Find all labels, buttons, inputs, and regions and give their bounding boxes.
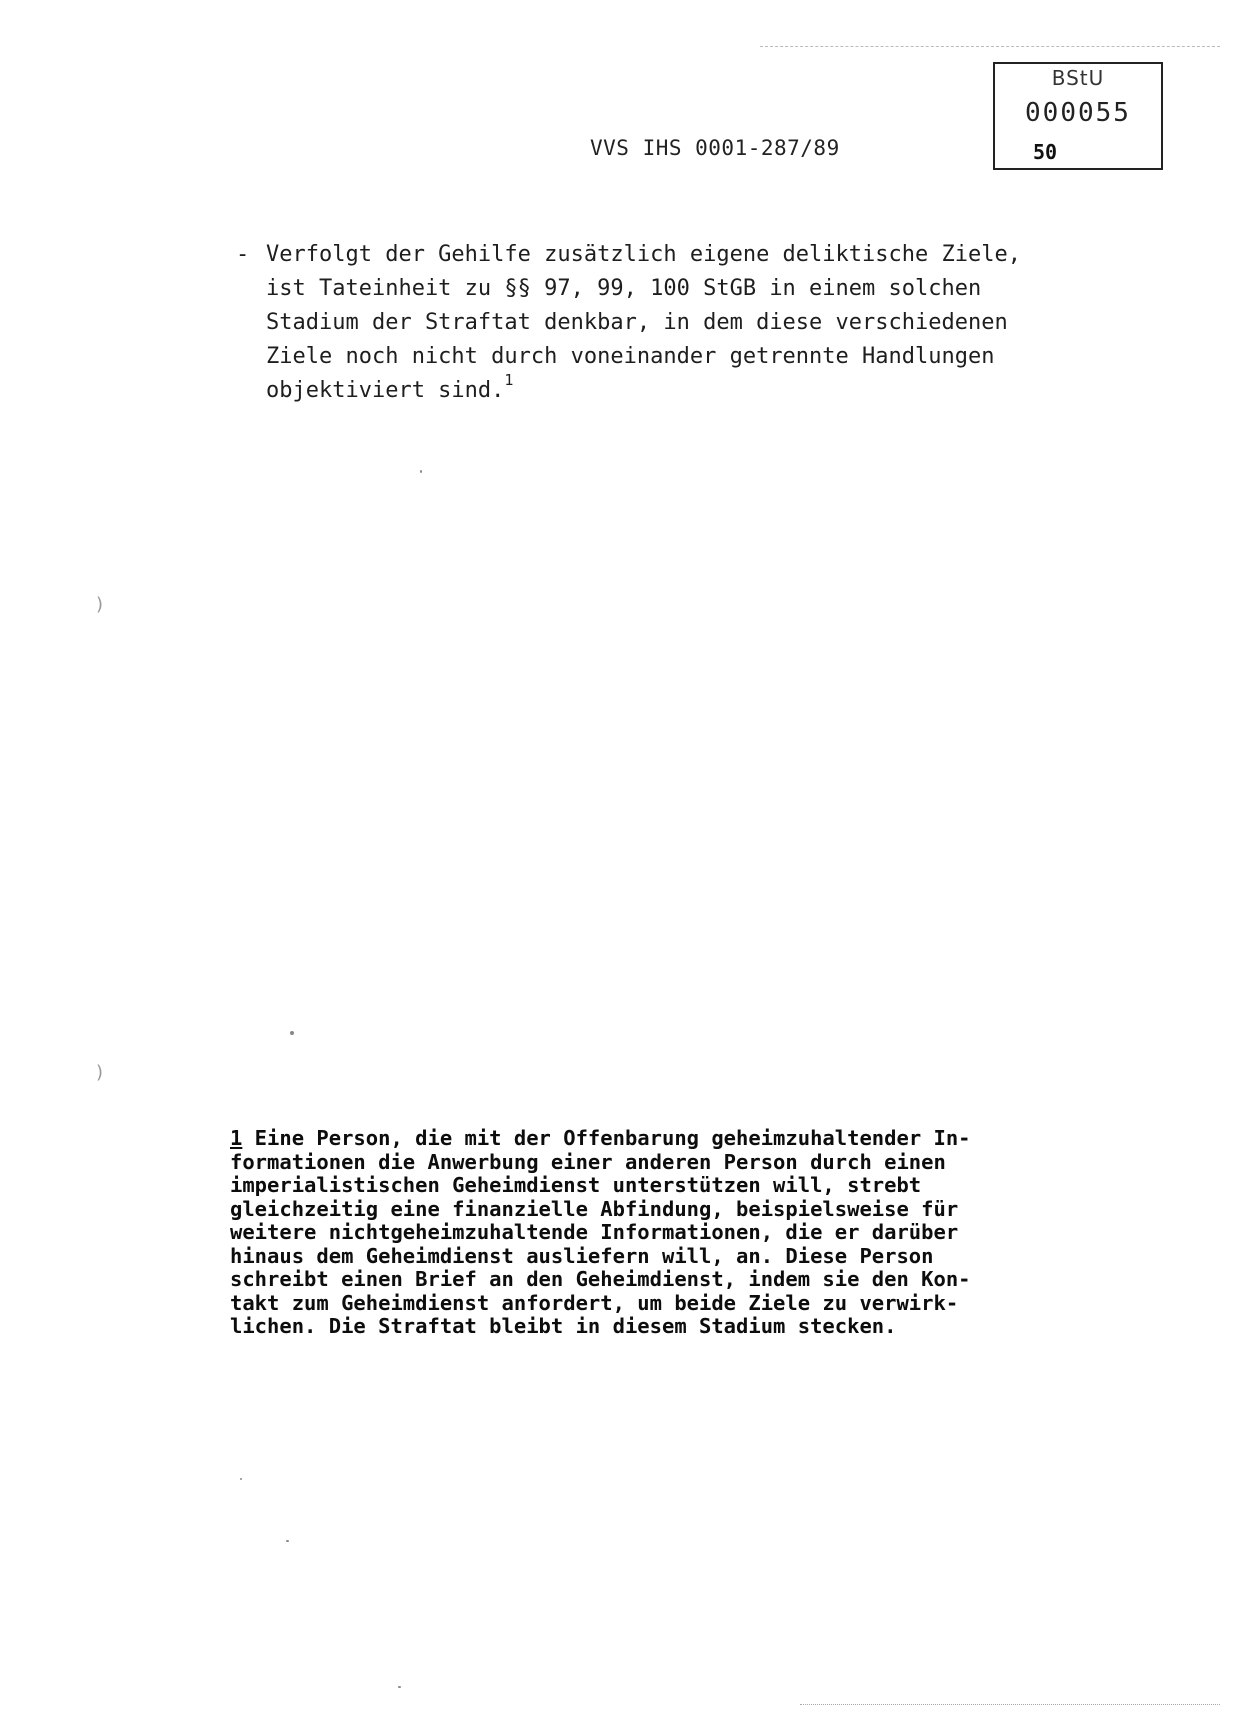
footnote-line: hinaus dem Geheimdienst ausliefern will, an. Diese Person bbox=[230, 1243, 934, 1268]
scan-speck bbox=[286, 1540, 289, 1542]
bullet-dash: - bbox=[236, 242, 250, 267]
footnote bbox=[230, 1127, 1130, 1339]
stamp-title: BStU bbox=[1051, 66, 1105, 90]
main-line: ist Tateinheit zu §§ 97, 99, 100 StGB in einem solchen bbox=[266, 276, 982, 301]
scan-speck bbox=[240, 1478, 242, 1480]
archive-stamp bbox=[993, 62, 1163, 170]
main-line: Verfolgt der Gehilfe zusätzlich eigene deliktische Ziele, bbox=[266, 242, 1021, 267]
footnote-line: lichen. Die Straftat bleibt in diesem Stadium stecken. bbox=[230, 1314, 897, 1338]
scan-speck bbox=[420, 470, 422, 473]
footnote-line: takt zum Geheimdienst anfordert, um beide Ziele zu verwirk- bbox=[230, 1290, 959, 1315]
scan-artifact-line bbox=[760, 46, 1220, 47]
stamp-number: 000055 bbox=[1025, 98, 1131, 128]
punch-hole-mark: ) bbox=[96, 1062, 104, 1083]
footnote-line: formationen die Anwerbung einer anderen Person durch einen bbox=[230, 1149, 946, 1174]
document-reference: VVS IHS 0001-287/89 bbox=[590, 136, 840, 160]
main-line-last bbox=[266, 371, 1136, 408]
scan-speck bbox=[290, 1031, 294, 1035]
scan-speck bbox=[398, 1686, 401, 1688]
footnote-line: weitere nichtgeheimzuhaltende Informationen, die er darüber bbox=[230, 1220, 959, 1244]
footnote-line: imperialistischen Geheimdienst unterstützen will, strebt bbox=[230, 1173, 922, 1197]
footnote-line: schreibt einen Brief an den Geheimdienst, indem sie den Kon- bbox=[230, 1267, 971, 1291]
main-paragraph-body bbox=[266, 238, 1136, 408]
main-line: Ziele noch nicht durch voneinander getrennte Handlungen bbox=[266, 344, 995, 369]
footnote-line-first bbox=[230, 1127, 1130, 1151]
punch-hole-mark: ) bbox=[96, 594, 104, 615]
footnote-reference: 1 bbox=[504, 371, 514, 389]
scan-artifact-line bbox=[800, 1704, 1220, 1705]
stamp-page-number: 50 bbox=[1033, 140, 1058, 164]
footnote-line: gleichzeitig eine finanzielle Abfindung, beispielsweise für bbox=[230, 1196, 959, 1221]
main-line-text: objektiviert sind. bbox=[266, 378, 505, 403]
footnote-first-line-text: Eine Person, die mit der Offenbarung geheimzuhaltender In- bbox=[242, 1126, 971, 1150]
main-line: Stadium der Straftat denkbar, in dem diese verschiedenen bbox=[266, 310, 1008, 335]
footnote-marker: 1 bbox=[230, 1126, 243, 1150]
main-paragraph bbox=[236, 238, 1136, 408]
